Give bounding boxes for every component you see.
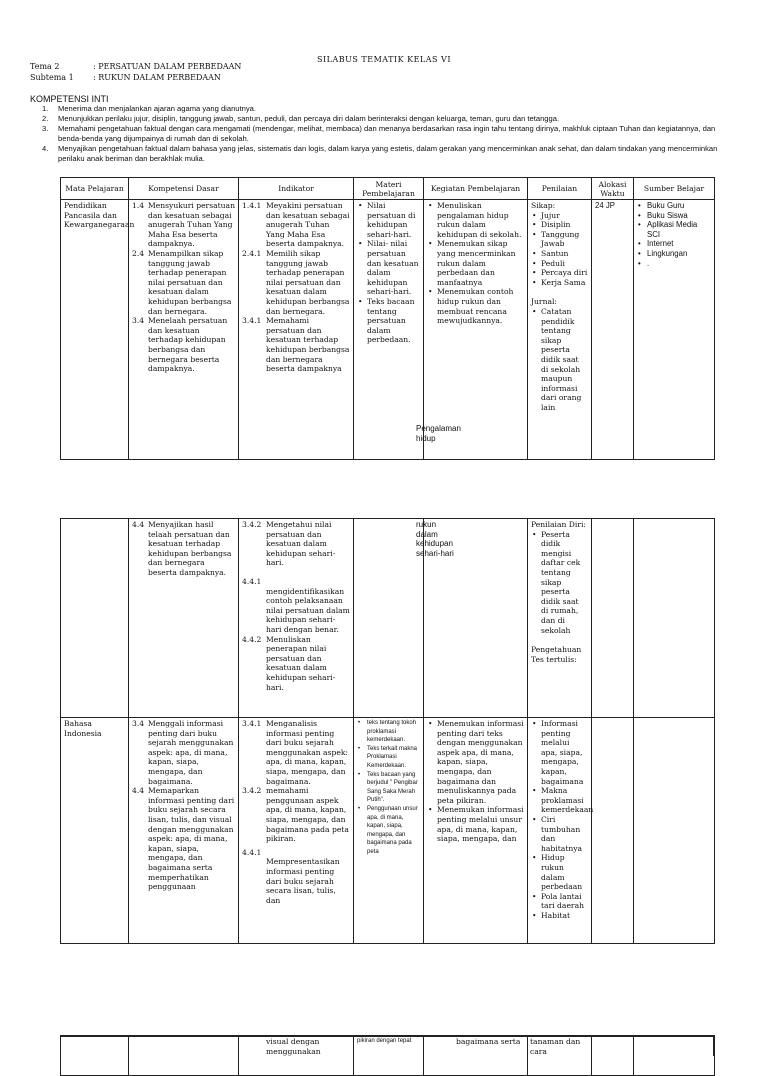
kegiatan-overflow-text: rukun dalam kehidupan sehari-hari <box>416 520 454 558</box>
materi-cell <box>354 200 424 460</box>
sumber-cell <box>634 200 715 460</box>
list-item: • Peduli <box>531 259 588 269</box>
list-item: • Internet <box>637 239 711 249</box>
indikator-item: 3.4.2 Mengetahui nilai persatuan dan kesatuan dalam kehidupan sehari-hari. <box>242 520 336 568</box>
list-item: • Penggunaan unsur apa, di mana, kapan, siapa, mengapa, dan bagaimana pada peta <box>357 805 420 857</box>
ki-item: 3. Memahami pengetahuan faktual dengan cara mengamati (mendengar, melihat, membaca) dan menanya berdasarkan rasa ingin tahu tentang dirinya, makhluk ciptaan Tuhan dan kegiatannya, dan benda-benda yang dijumpainya di rumah dan di sekolah. <box>42 124 716 143</box>
list-item: • . <box>637 259 711 269</box>
table-header-row <box>61 178 715 200</box>
kd-cell <box>129 1036 239 1076</box>
divider <box>238 1036 239 1056</box>
divider <box>527 1036 528 1056</box>
list-item: • Informasi penting melalui apa, siapa, mengapa, kapan, bagaimana <box>531 719 588 786</box>
sumber-cell <box>634 718 715 944</box>
header-mata-pelajaran: Mata Pelajaran <box>61 178 129 200</box>
indikator-cell <box>239 718 354 944</box>
indikator-item: 2.4.1 Memilih sikap tanggung jawab terhadap penerapan nilai persatuan dan kesatuan dalam kehidupan berbangsa dan bernegara. <box>242 248 350 316</box>
tes-label: Tes tertulis: <box>531 654 577 664</box>
list-item: • Pola lantai tari daerah <box>531 892 588 911</box>
table-row <box>61 200 715 460</box>
divider <box>633 1036 634 1056</box>
alokasi-cell <box>592 718 634 944</box>
penilaian-cell <box>528 519 592 718</box>
list-item: • Ciri tumbuhan dan habitatnya <box>531 815 588 853</box>
materi-fragment: pikiran dengan tepat <box>357 1038 412 1044</box>
materi-cell <box>354 718 424 944</box>
divider <box>60 1036 61 1056</box>
penilaian-jurnal-label: Jurnal: <box>531 297 557 307</box>
list-item: • Makna proklamasi kemerdekaan <box>531 786 588 815</box>
kegiatan-fragment: bagaimana serta <box>456 1037 521 1046</box>
materi-cell <box>354 519 424 718</box>
list-item: • Hidup rukun dalam perbedaan <box>531 853 588 891</box>
header-penilaian: Penilaian <box>528 178 592 200</box>
header-sumber-belajar: Sumber Belajar <box>634 178 715 200</box>
penilaian-sikap-label: Sikap: <box>531 201 556 210</box>
indikator-item: 4.4.1 mengidentifikasikan contoh pelaksanaan nilai persatuan dalam kehidupan sehari-hari dengan benar. <box>242 576 350 634</box>
kd-cell <box>129 519 239 718</box>
indikator-item: 4.4.1 Mempresentasikan informasi penting dari buku sejarah secara lisan, tulis, dan <box>242 847 340 905</box>
indikator-cell <box>239 519 354 718</box>
meta-tema-value: : PERSATUAN DALAM PERBEDAAN <box>93 62 242 71</box>
meta-subtema-label: Subtema 1 <box>30 73 74 82</box>
ki-heading: KOMPETENSI INTI <box>30 94 109 104</box>
list-item: • Menemukan contoh hidup rukun dan membuat rencana mewujudkannya. <box>427 287 524 325</box>
ki-item: 4. Menyajikan pengetahuan faktual dalam bahasa yang jelas, sistematis dan logis, dalam karya yang estetis, dalam gerakan yang mencerminkan anak sehat, dan dalam tindakan yang mencerminkan perilaku anak beriman dan berakhlak mulia. <box>42 144 718 163</box>
pengetahuan-label: Pengetahuan <box>531 645 582 655</box>
syllabus-table-2 <box>60 518 715 944</box>
list-item: • Disiplin <box>531 220 588 230</box>
kegiatan-cell <box>424 200 528 460</box>
kd-item: 4.4 Memaparkan informasi penting dari buku sejarah secara lisan, tulis, dan visual dengan menggunakan aspek: apa, di mana, kapan, siapa, mengapa, dan bagaimana serta memperhatikan penggunaan <box>132 786 235 892</box>
kegiatan-overflow-text: Pengalaman hidup <box>416 424 461 443</box>
divider <box>591 1036 592 1056</box>
meta-subtema-value: : RUKUN DALAM PERBEDAAN <box>93 73 221 82</box>
indikator-fragment: visual dengan menggunakan <box>266 1037 321 1056</box>
indikator-item: 3.4.1 Memahami persatuan dan kesatuan terhadap kehidupan berbangsa dan bernegara beserta dampaknya <box>242 316 350 374</box>
ki-list <box>30 104 730 164</box>
list-item: • Teks bacaan tentang persatuan dalam perbedaan. <box>357 297 420 345</box>
sumber-cell <box>634 519 715 718</box>
indikator-item: 3.4.1 Menganalisis informasi penting dari buku sejarah menggunakan aspek: apa, di mana, kapan, siapa, mengapa, dan bagaimana. <box>242 719 348 786</box>
list-item: • Menemukan sikap yang mencerminkan rukun dalam perbedaan dan manfaatnya <box>427 239 524 287</box>
alokasi-cell <box>592 519 634 718</box>
indikator-item: 4.4.2 Menuliskan penerapan nilai persatuan dan kesatuan dalam kehidupan sehari-hari. <box>242 634 336 692</box>
header-kompetensi-dasar: Kompetensi Dasar <box>129 178 239 200</box>
list-item: • Catatan pendidik tentang sikap peserta didik saat di sekolah maupun informasi dari orang lain <box>531 307 588 413</box>
mapel-cell <box>61 519 129 718</box>
mapel-cell: Bahasa Indonesia <box>61 718 129 944</box>
kd-item: 2.4 Menampilkan sikap tanggung jawab terhadap penerapan nilai persatuan dan kesatuan dalam kehidupan berbangsa dan bernegara. <box>132 248 232 316</box>
indikator-cell <box>239 200 354 460</box>
syllabus-table-1 <box>60 177 715 460</box>
list-item: • teks tentang tokoh proklamasi kemerdekaan. <box>357 719 420 745</box>
kegiatan-cell <box>424 718 528 944</box>
list-item: • Buku Guru <box>637 201 711 211</box>
kd-item: 4.4 Menyajikan hasil telaah persatuan dan kesatuan terhadap kehidupan berbangsa dan bernegara beserta dampaknya. <box>132 520 232 577</box>
alokasi-cell <box>592 1036 634 1076</box>
header-indikator: Indikator <box>239 178 354 200</box>
penilaian-cell <box>528 200 592 460</box>
list-item: • Santun <box>531 249 588 259</box>
page-bottom-fragment <box>0 1008 768 1056</box>
list-item: • Buku Siswa <box>637 211 711 221</box>
page-title: SILABUS TEMATIK KELAS VI <box>317 55 451 64</box>
header-materi: Materi Pembelajaran <box>354 178 424 200</box>
list-item: • Nilai persatuan di kehidupan sehari-hari. <box>357 201 420 239</box>
ki-item: 1. Menerima dan menjalankan ajaran agama yang dianutnya. <box>42 104 256 113</box>
list-item: • Lingkungan <box>637 249 711 259</box>
mapel-cell: Pendidikan Pancasila dan Kewarganegaraan <box>61 200 129 460</box>
list-item: • Habitat <box>531 911 588 921</box>
list-item: • Menemukan informasi penting melalui unsur apa, di mana, kapan, siapa, mengapa, dan <box>427 805 524 843</box>
meta-subtema <box>30 73 330 83</box>
penilaian-cell <box>528 718 592 944</box>
list-item: • Peserta didik mengisi daftar cek tentang sikap peserta didik saat di rumah, dan di sekolah <box>531 530 588 636</box>
list-item: • Menemukan informasi penting dari teks dengan menggunakan aspek apa, di mana, kapan, siapa, mengapa, dan bagaimana dan menuliskannya pada peta pikiran. <box>427 719 524 805</box>
meta-tema <box>30 62 330 72</box>
penilaian-fragment: tanaman dan cara <box>530 1037 581 1056</box>
indikator-item: 3.4.2 memahami penggunaan aspek apa, di mana, kapan, siapa, mengapa, dan bagaimana pada peta pikiran. <box>242 786 349 844</box>
divider <box>128 1036 129 1056</box>
alokasi-cell: 24 JP <box>592 200 634 460</box>
list-item: • Aplikasi Media SCI <box>637 220 711 239</box>
sumber-cell <box>634 1036 715 1076</box>
kd-item: 1.4 Mensyukuri persatuan dan kesatuan sebagai anugerah Tuhan Yang Maha Esa beserta dampaknya. <box>132 201 235 249</box>
kd-cell <box>129 718 239 944</box>
penilaian-diri-label: Penilaian Diri: <box>531 520 586 529</box>
indikator-item: 1.4.1 Meyakini persatuan dan kesatuan sebagai anugerah Tuhan Yang Maha Esa beserta dampaknya. <box>242 201 350 249</box>
divider <box>423 1036 424 1056</box>
mapel-cell <box>61 1036 129 1076</box>
list-item: • Tanggung Jawab <box>531 230 588 249</box>
list-item: • Teks terkait makna Proklamasi Kemerdekaan. <box>357 745 420 771</box>
kd-item: 3.4 Menggali informasi penting dari buku sejarah menggunakan aspek: apa, di mana, kapan, siapa, mengapa, dan bagaimana. <box>132 719 234 786</box>
header-alokasi-waktu: Alokasi Waktu <box>592 178 634 200</box>
list-item: • Nilai- nilai persatuan dan kesatuan dalam kehidupan sehari-hari. <box>357 239 420 297</box>
table-row <box>61 519 715 718</box>
meta-tema-label: Tema 2 <box>30 62 60 71</box>
list-item: • Jujur <box>531 211 588 221</box>
kd-cell <box>129 200 239 460</box>
ki-item: 2. Menunjukkan perilaku jujur, disiplin, tanggung jawab, santun, peduli, dan percaya diri dalam berinteraksi dengan keluarga, teman, guru dan tetangga. <box>42 114 560 123</box>
list-item: • Menuliskan pengalaman hidup rukun dalam kehidupan di sekolah. <box>427 201 524 239</box>
header-kegiatan: Kegiatan Pembelajaran <box>424 178 528 200</box>
list-item: • Kerja Sama <box>531 278 588 288</box>
table-row <box>61 718 715 944</box>
list-item: • Teks bacaan yang berjudul " Pengibar Sang Saka Merah Putih". <box>357 771 420 805</box>
divider <box>713 1036 714 1056</box>
kd-item: 3.4 Menelaah persatuan dan kesatuan terhadap kehidupan berbangsa dan bernegara beserta dampaknya. <box>132 316 228 374</box>
list-item: • Percaya diri <box>531 268 588 278</box>
